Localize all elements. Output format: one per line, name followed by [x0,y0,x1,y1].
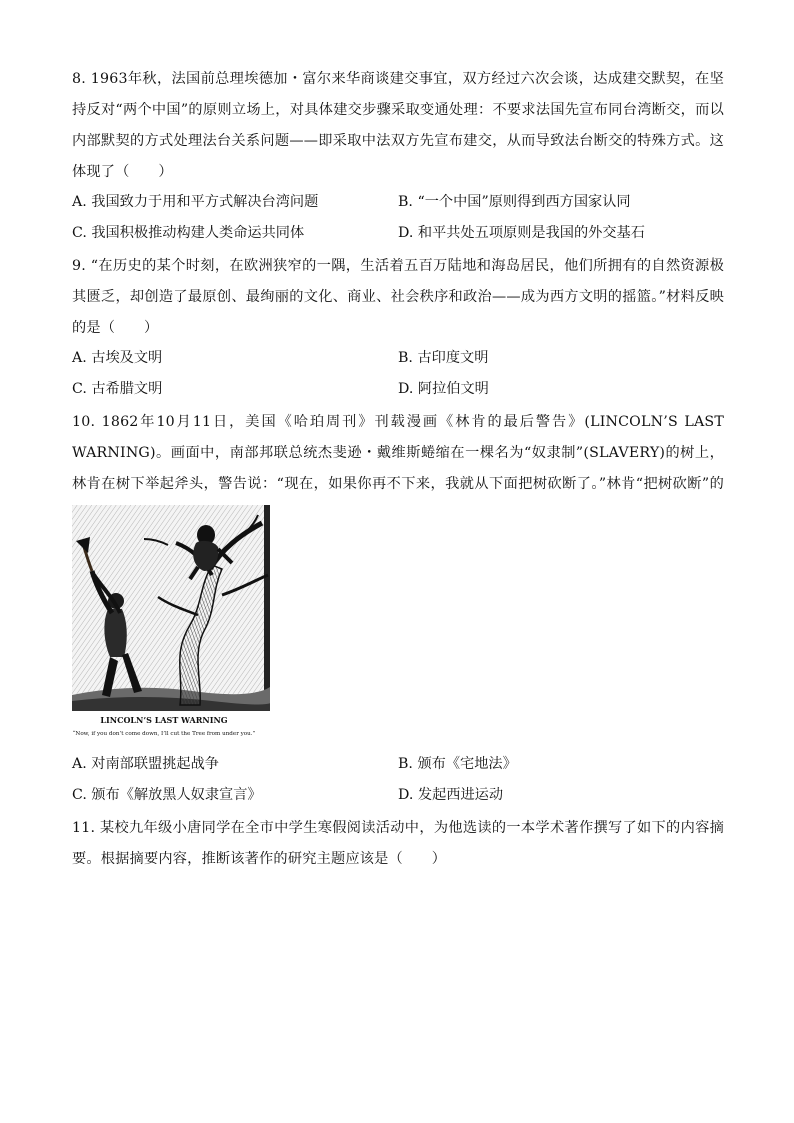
question-9-option-b: B. 古印度文明 [398,350,489,366]
cartoon-caption-quote: “Now, if you don’t come down, I’ll cut the Tree from under you.” [72,731,256,737]
question-11-stem: 11. 某校九年级小唐同学在全市中学生寒假阅读活动中，为他选读的一本学术著作撰写了如下的内容摘要。根据摘要内容，推断该著作的研究主题应该是（ ） [72,820,724,867]
question-10-option-b: B. 颁布《宅地法》 [398,756,517,772]
question-10-option-d: D. 发起西进运动 [398,787,504,803]
question-8-option-d: D. 和平共处五项原则是我国的外交基石 [398,225,645,241]
question-8-option-b: B. “一个中国”原则得到西方国家认同 [398,194,631,210]
question-8-stem: 8. 1963年秋，法国前总理埃德加・富尔来华商谈建交事宜，双方经过六次会谈，达成建交默契，在坚持反对“两个中国”的原则立场上，对具体建交步骤采取变通处理：不要求法国先宣布同台湾断交，而以内部默契的方式处理法台关系问题——即采取中法双方先宣布建交，从而导致法台断交的特殊方式。这体现了（ ） [72,71,724,180]
question-9-option-c: C. 古希腊文明 [72,381,163,397]
question-10-option-c: C. 颁布《解放黑人奴隶宣言》 [72,787,262,803]
question-10-option-a: A. 对南部联盟挑起战争 [72,756,219,772]
question-8-option-a: A. 我国致力于用和平方式解决台湾问题 [72,194,319,210]
question-8-option-c: C. 我国积极推动构建人类命运共同体 [72,225,305,241]
question-10-stem: 10. 1862年10月11日，美国《哈珀周刊》刊载漫画《林肯的最后警告》(LINCOLN’S LAST WARNING)。画面中，南部邦联总统杰斐逊・戴维斯蜷缩在一棵名为“奴隶制”(SLAVERY)的树上，林肯在树下举起斧头，警告说：“现在，如果你再不下来，我就从下面把树砍断了。”林肯“把树砍断”的 [72,414,724,492]
question-9-option-a: A. 古埃及文明 [72,350,163,366]
cartoon-illustration [72,505,270,739]
question-9-stem: 9. “在历史的某个时刻，在欧洲狭窄的一隅，生活着五百万陆地和海岛居民，他们所拥有的自然资源极其匮乏，却创造了最原创、最绚丽的文化、商业、社会秩序和政治——成为西方文明的摇篮。”材料反映的是（ ） [72,258,724,336]
lincoln-cartoon-image [72,505,270,739]
question-9-option-d: D. 阿拉伯文明 [398,381,489,397]
cartoon-caption-title: LINCOLN’S LAST WARNING [100,715,228,725]
